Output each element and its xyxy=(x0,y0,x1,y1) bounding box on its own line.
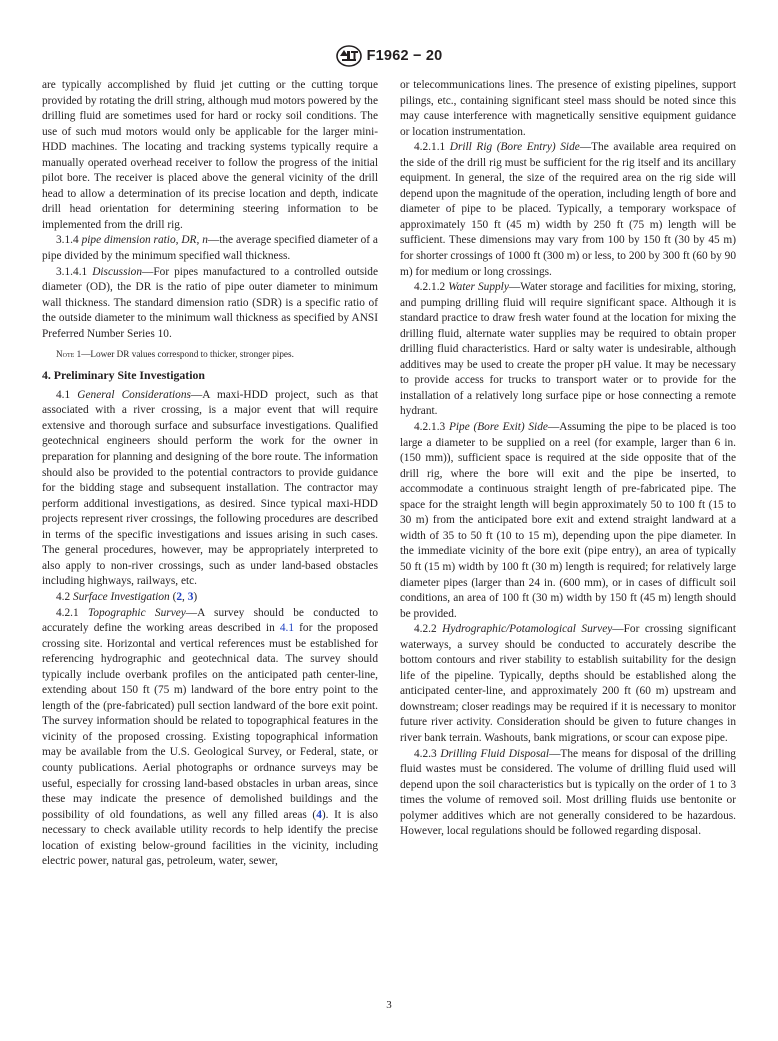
note-1 xyxy=(42,348,378,360)
paragraph-3-1-4 xyxy=(42,233,378,264)
paragraph-3-1-4-1 xyxy=(42,265,378,343)
paragraph-4-2-1-2 xyxy=(400,280,736,420)
note-label: Note 1 xyxy=(56,349,82,360)
subsection-title: General Considerations xyxy=(77,388,191,401)
subsection-title: Drill Rig (Bore Entry) Side xyxy=(449,141,580,154)
document-designation: F1962 − 20 xyxy=(366,48,443,64)
section-number: 4.2.2 xyxy=(414,623,443,636)
paragraph-4-2 xyxy=(42,590,378,606)
paragraph-4-1 xyxy=(42,388,378,590)
section-number: 4.2 xyxy=(56,590,74,603)
paragraph-text: —A survey should be conducted to accurately define the working areas described in xyxy=(42,606,378,635)
paragraph-continued: or telecommunications lines. The presence of existing pipelines, support pilings, etc., containing significant steel mass should be noted since this may cause interference with magnetically sensitive equipment guidance or location instrumentation. xyxy=(400,79,736,138)
paragraph-text: —the average specified diameter of a pipe divided by the minimum specified wall thickness. xyxy=(42,234,378,263)
section-number: 4.2.1.1 xyxy=(414,141,450,154)
paragraph-continued: are typically accomplished by fluid jet cutting or the cutting torque provided by rotating the drill string, although mud motors powered by the drilling fluid are sometimes used for hard or rocky soil conditions. The use of such mud motors would only be applicable for the larger mini-HDD machines. The locating and tracking systems typically require a manually operated overhead receiver to follow the progress of the initial pilot bore. The receiver is placed above the general vicinity of the drill head to allow a determination of its precise location and depth, indicate drill head orientation for determining steering information to be implemented from the drill rig. xyxy=(42,79,378,231)
section-number: 4.2.1.2 xyxy=(414,281,449,294)
section-number: 3.1.4.1 xyxy=(56,265,93,278)
paragraph-text: ). It is also necessary to check available utility records to help identify the precise location of existing below-ground facilities in the vicinity, including electric power, natural gas, petroleum, water, sewer, xyxy=(42,808,379,868)
paragraph-4-2-1-3 xyxy=(400,420,736,622)
reference-link-3[interactable]: 3 xyxy=(187,590,194,603)
term-title: Discussion xyxy=(92,265,142,278)
subsection-title: Surface Investigation xyxy=(73,590,170,603)
page-header xyxy=(0,44,778,68)
section-number: 3.1.4 xyxy=(56,234,82,247)
section-heading-4: 4. Preliminary Site Investigation xyxy=(42,368,205,383)
reference-link-4[interactable]: 4 xyxy=(316,808,322,821)
subsection-title: Topographic Survey xyxy=(88,606,186,619)
section-number: 4.2.3 xyxy=(414,747,441,760)
subsection-title: Hydrographic/Potamological Survey xyxy=(442,623,613,636)
paragraph-4-2-1-1 xyxy=(400,140,736,280)
astm-logo-icon xyxy=(336,45,362,67)
paragraph-4-2-3 xyxy=(400,747,736,840)
paragraph-text: —For crossing significant waterways, a survey should be conducted to accurately describe the bottom contours and river stability to establish suitability for the design life of the pipeline. Typically, depths should be established along the anticipated center-line, and approximately 200 ft (60 m) upstream and downstream; closer readings may be required if it is necessary to monitor future river activity. Consideration should be given to future changes in river bank terrain. Washouts, bank migrations, or scour can expose pipe. xyxy=(400,623,736,744)
paren-open: ( xyxy=(169,590,177,603)
paragraph-text: —Assuming the pipe to be placed is too large a diameter to be supplied on a reel (for example, larger than 6 in. (150 mm)), sufficient space is required at the side opposite that of the drill rig, where the bore will exit and the pipe be inserted, to accommodate a continuous straight length of pre-fabricated pipe. The space for the straight length will begin approximately 50 to 100 ft (15 to 30 m) from the anticipated bore exit and extend straight landward at a width of 35 to 50 ft (10 to 15 m), depending upon the pipe diameter. In the immediate vicinity of the bore exit (pipe entry), an area of typically 50 ft (15 m) width by 100 ft (30 m) length is required; for relatively large diameter pipes (larger than 24 in. (600 mm), or in cases of difficult soil conditions, an area of 100 ft (30 m) width by 150 ft (45 m) length should be provided. xyxy=(400,421,737,620)
paragraph-4-2-2 xyxy=(400,622,736,746)
section-number: 4.1 xyxy=(56,388,78,401)
subsection-title: Water Supply xyxy=(448,281,509,294)
paragraph-text: —For pipes manufactured to a controlled outside diameter (OD), the DR is the ratio of pipe outer diameter to minimum wall thickness. The standard dimension ratio (SDR) is a specific ratio of the outside diameter to the minimum wall thickness as specified by ANSI Preferred Number Series 10. xyxy=(42,265,379,340)
section-number: 4.2.1 xyxy=(56,606,89,619)
paragraph-text: —The available area required on the side of the drill rig must be sufficient for the rig itself and its ancillary equipment. In general, the size of the required area on the rig side will depend upon the magnitude of the operation, including length of bore and diameter of pipe to be placed. Typically, a temporary workspace of approximately 150 ft (45 m) width by 250 ft (75 m) length will be sufficient. These dimensions may vary from 100 by 150 ft (30 by 45 m) for shorter crossings of 1000 ft (300 m) or less, to 200 by 300 ft (60 by 90 m) for medium or long crossings. xyxy=(400,141,736,278)
paragraph-text: for the proposed crossing site. Horizontal and vertical references must be established for referencing hydrographic and geotechnical data. The survey should typically include overbank profiles on the anticipated path center-line, extending about 150 ft (75 m) landward of the bore entry point to the length of the (pre-fabricated) pull section landward of the bore exit point. The survey information should be related to topographical features in the vicinity of the proposed crossing. Existing topographical information may be available from the U.S. Geological Survey, or Federal, state, or county publications. Aerial photographs or ordnance surveys may be useful, especially for crossing land-based obstacles in urban areas, since these may indicate the presence of demolished buildings and the possibility of old foundations, as well any filled areas ( xyxy=(42,622,378,821)
paragraph-text: —Water storage and facilities for mixing, storing, and pumping drilling fluid will require significant space. Although it is standard practice to draw fresh water found at the location for mixing the drilling fluid, alternate water supplies may be required to obtain proper drilling fluid characteristics. Hard or salty water is undesirable, although additives may be used to create the proper pH value. It may be necessary to provide access for trucks to transport water or to provide for the installation of a relatively long surface pipe or hose connecting a remote hydrant. xyxy=(400,281,737,418)
separator: , xyxy=(182,590,188,603)
subsection-title: Pipe (Bore Exit) Side xyxy=(448,421,548,434)
right-column xyxy=(400,78,736,840)
section-number: 4.2.1.3 xyxy=(414,421,449,434)
term-title: pipe dimension ratio, DR, n xyxy=(81,234,208,247)
reference-link-2[interactable]: 2 xyxy=(176,590,183,603)
note-text: —Lower DR values correspond to thicker, stronger pipes. xyxy=(81,349,294,360)
left-column xyxy=(42,78,378,870)
section-link-4-1[interactable]: 4.1 xyxy=(279,622,295,635)
paren-close: ) xyxy=(193,590,198,603)
page-number: 3 xyxy=(386,999,392,1011)
paragraph-text: —The means for disposal of the drilling fluid wastes must be considered. The volume of drilling fluid used will depend upon the soil characteristics but is typically on the order of 1 to 3 times the volume of removed soil. Most drilling fluids use bentonite or polymer additives which are not generally considered to be hazardous. However, local regulations should be followed regarding disposal. xyxy=(400,747,736,838)
subsection-title: Drilling Fluid Disposal xyxy=(440,747,550,760)
paragraph-4-2-1 xyxy=(42,606,378,870)
paragraph-text: —A maxi-HDD project, such as that associated with a river crossing, is a major event that will require extensive and thorough surface and subsurface investigations. Qualified geotechnical engineers should perform the work for the owner in preparation for planning and designing of the bore route. The information should also be provided to the potential contractors to provide guidance for the bidding stage and subsequent installation. The contractor may perform additional investigations, as desired. Since typical maxi-HDD projects represent river crossings, the following procedures are described in terms of the specific investigations and issues arising in such cases. The general procedures, however, may be appropriately interpreted to also apply to non-river crossings, such as under land-based obstacles including highways, railways, etc. xyxy=(42,388,379,588)
